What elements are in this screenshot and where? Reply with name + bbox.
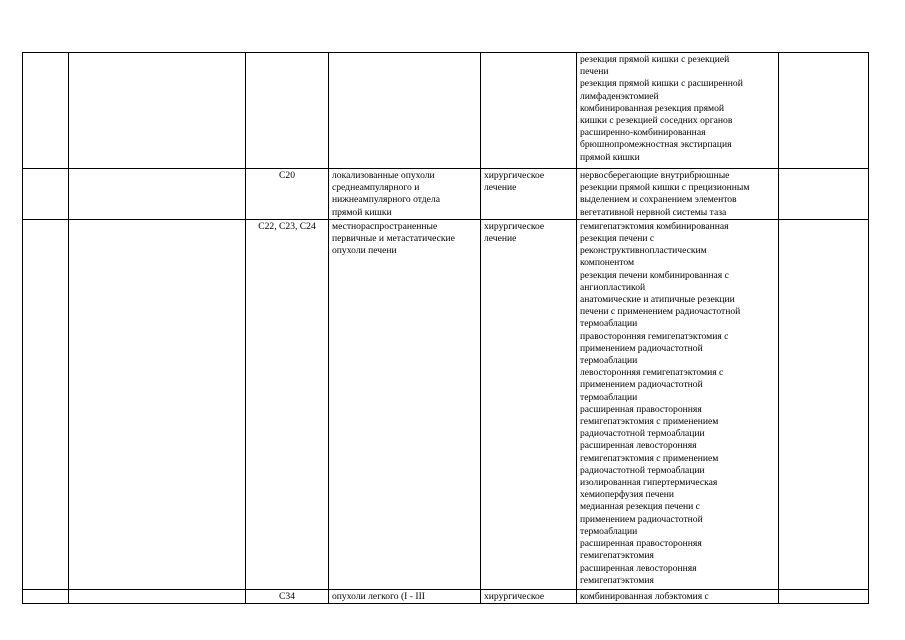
treatment-cell [481,219,577,589]
code-cell: C22, C23, C24 [246,219,329,589]
treatment-line: хирургическое [484,170,545,181]
diagnosis-line: первичные и метастатические [332,233,455,245]
norm-cell [779,219,869,589]
number-cell [23,219,69,589]
methods-line: резекции прямой кишки с прецизионным [580,182,750,194]
methods-line: расширенная правосторонняя [580,403,702,415]
methods-line: термоаблации [580,525,638,537]
methods-cell [577,219,779,589]
methods-line: радиочастотной термоаблации [580,464,705,476]
diagnosis-line: опухоли легкого (I - III [332,590,425,602]
methods-line: комбинированная резекция прямой [580,102,725,114]
diagnosis-line: локализованные опухоли [332,170,435,181]
methods-line: вегетативной нервной системы таза [580,206,727,218]
methods-line: применением радиочастотной [580,379,703,391]
methods-line: применением радиочастотной [580,342,703,354]
code-cell: C34 [246,589,329,603]
code-cell: C20 [246,169,329,220]
methods-line: прямой кишки [580,151,640,163]
profile-cell [69,169,246,220]
treatment-line: лечение [484,233,517,245]
methods-line: гемигепатэктомия с применением [580,452,719,464]
diagnosis-line: опухоли печени [332,245,397,257]
methods-line: расширенная левосторонняя [580,562,697,574]
diagnosis-line: местнораспространенные [332,220,438,232]
profile-cell [69,53,246,169]
diagnosis-cell [329,219,481,589]
methods-line: изолированная гипертермическая [580,477,718,489]
table-row [23,53,869,169]
methods-line: реконструктивнопластическим [580,245,707,257]
diagnosis-line: нижнеампулярного отдела [332,194,440,206]
methods-line: печени с применением радиочастотной [580,306,741,318]
methods-cell [577,589,779,603]
methods-line: лимфаденэктомией [580,90,659,102]
diagnosis-line: прямой кишки [332,206,392,218]
methods-line: брюшнопромежностная экстирпация [580,139,732,151]
methods-line: нервосберегающие внутрибрюшные [580,170,730,181]
methods-line: выделением и сохранением элементов [580,194,737,206]
methods-line: правосторонняя гемигепатэктомия с [580,330,729,342]
profile-cell [69,589,246,603]
diagnosis-cell [329,169,481,220]
diagnosis-line: среднеампулярного и [332,182,420,194]
methods-line: печени [580,66,609,78]
treatment-line: хирургическое [484,590,545,602]
table-row [23,589,869,603]
methods-line: резекция прямой кишки с резекцией [580,54,730,65]
methods-line: применением радиочастотной [580,513,703,525]
methods-line: резекция прямой кишки с расширенной [580,78,743,90]
methods-line: хемиоперфузия печени [580,489,675,501]
medical-procedures-table [22,52,869,604]
methods-line: кишки с резекцией соседних органов [580,115,733,127]
methods-line: ангиопластикой [580,281,646,293]
methods-line: термоаблации [580,391,638,403]
methods-line: анатомические и атипичные резекции [580,294,735,306]
treatment-line: хирургическое [484,220,545,232]
diagnosis-cell [329,53,481,169]
methods-line: резекция печени с [580,233,655,245]
treatment-cell [481,169,577,220]
methods-cell [577,53,779,169]
methods-line: радиочастотной термоаблации [580,428,705,440]
treatment-cell [481,589,577,603]
methods-line: резекция печени комбинированная с [580,269,729,281]
number-cell [23,53,69,169]
treatment-line: лечение [484,182,517,194]
methods-line: гемигепатэктомия комбинированная [580,220,729,232]
methods-line: компонентом [580,257,635,269]
methods-line: медианная резекция печени с [580,501,700,513]
methods-line: расширенная правосторонняя [580,538,702,550]
methods-line: термоаблации [580,318,638,330]
table-row [23,169,869,220]
methods-line: левосторонняя гемигепатэктомия с [580,367,724,379]
diagnosis-cell [329,589,481,603]
code-cell [246,53,329,169]
methods-line: термоаблации [580,355,638,367]
methods-line: гемигепатэктомия с применением [580,416,719,428]
norm-cell [779,53,869,169]
profile-cell [69,219,246,589]
number-cell [23,589,69,603]
methods-line: гемигепатэктомия [580,550,654,562]
methods-line: комбинированная лобэктомия с [580,590,709,602]
methods-line: расширенно-комбинированная [580,127,706,139]
table-row [23,219,869,589]
treatment-cell [481,53,577,169]
methods-line: гемигепатэктомия [580,574,654,586]
number-cell [23,169,69,220]
norm-cell [779,169,869,220]
methods-line: расширенная левосторонняя [580,440,697,452]
methods-cell [577,169,779,220]
norm-cell [779,589,869,603]
